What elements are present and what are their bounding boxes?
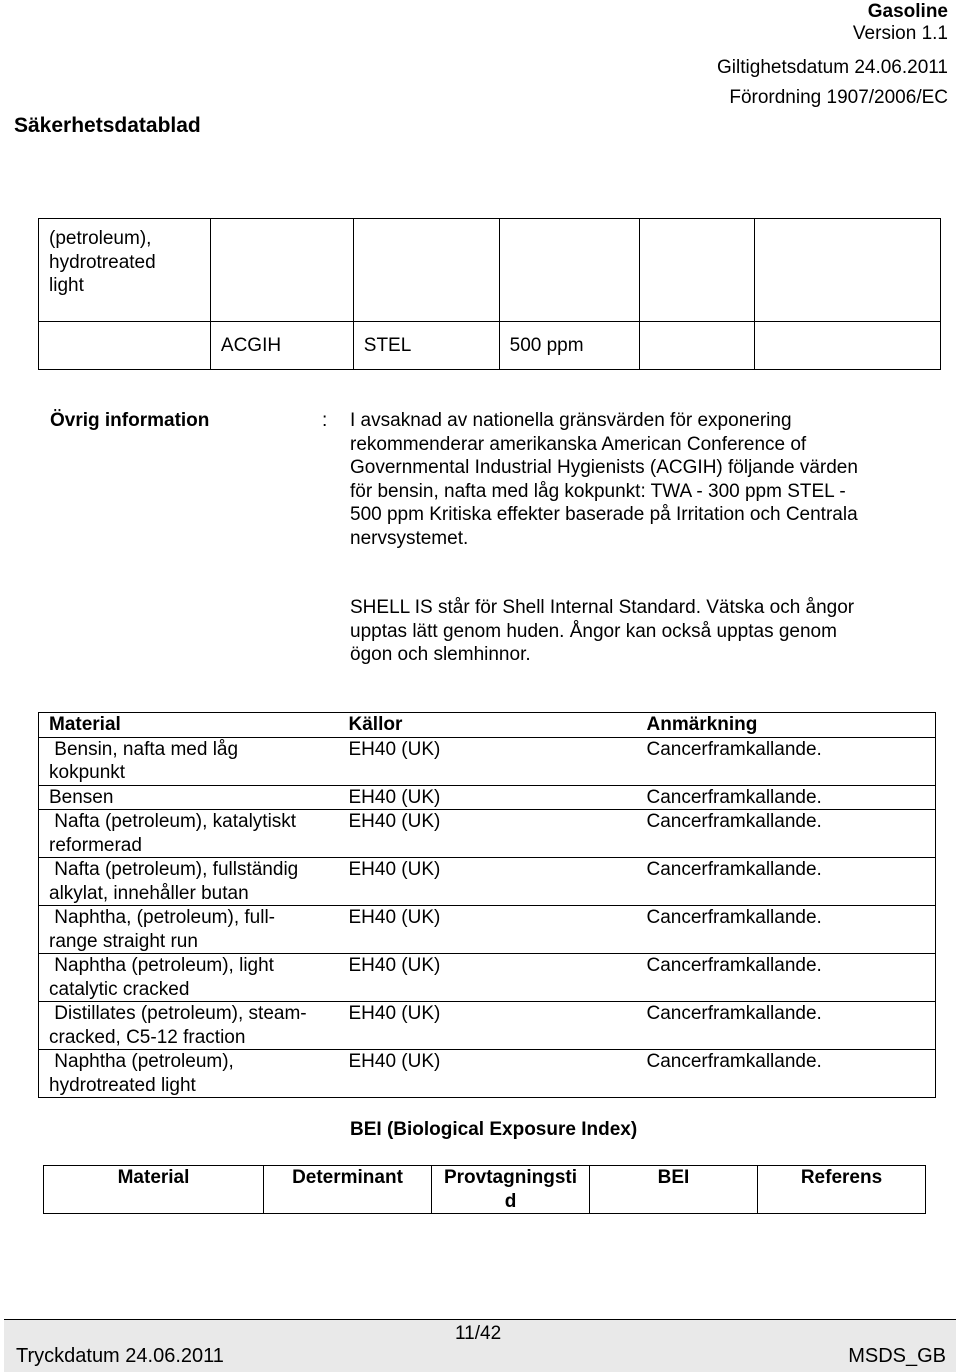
text-line: I avsaknad av nationella gränsvärden för exponering bbox=[350, 410, 792, 431]
bei-table bbox=[43, 1165, 926, 1214]
material-line: Nafta (petroleum), fullständig bbox=[49, 859, 299, 880]
source-cell: EH40 (UK) bbox=[348, 1003, 441, 1024]
material-cell bbox=[39, 737, 349, 785]
header-line: BEI bbox=[657, 1167, 690, 1188]
empty-cell bbox=[640, 322, 755, 370]
table-row bbox=[39, 737, 936, 785]
header-line: Determinant bbox=[292, 1167, 403, 1188]
material-line: Bensin, nafta med låg bbox=[49, 738, 239, 760]
empty-cell bbox=[499, 219, 640, 322]
table-row bbox=[39, 906, 936, 954]
source-cell: EH40 (UK) bbox=[348, 955, 441, 976]
limit-type-cell: STEL bbox=[353, 322, 499, 370]
material-line: catalytic cracked bbox=[49, 978, 190, 1000]
version-label: Version 1.1 bbox=[852, 23, 948, 44]
text-line: SHELL IS står för Shell Internal Standard. Vätska och ångor bbox=[350, 597, 855, 618]
source-cell: EH40 (UK) bbox=[348, 1051, 441, 1072]
product-name: Gasoline bbox=[867, 1, 948, 22]
table-row bbox=[39, 1002, 936, 1050]
source-cell: ACGIH bbox=[210, 322, 353, 370]
note-cell: Cancerframkallande. bbox=[647, 810, 936, 858]
source-cell: EH40 (UK) bbox=[348, 907, 441, 928]
empty-cell bbox=[755, 322, 941, 370]
other-info-paragraph-2 bbox=[350, 596, 910, 667]
text-line: för bensin, nafta med låg kokpunkt: TWA - 300 ppm STEL - bbox=[350, 480, 846, 502]
table-header-row bbox=[44, 1166, 926, 1214]
header-line: d bbox=[504, 1190, 517, 1212]
material-line: Bensen bbox=[49, 786, 114, 808]
header-bei bbox=[590, 1166, 758, 1214]
empty-cell bbox=[755, 219, 941, 322]
table-row bbox=[39, 954, 936, 1002]
regulation-label: Förordning 1907/2006/EC bbox=[729, 87, 948, 108]
substance-cell bbox=[39, 219, 211, 322]
material-cell bbox=[39, 810, 349, 858]
other-info-label: Övrig information bbox=[50, 410, 210, 431]
material-line: Naphtha, (petroleum), full- bbox=[49, 907, 275, 928]
header-note: Anmärkning bbox=[647, 713, 936, 738]
material-cell bbox=[39, 906, 349, 954]
note-cell: Cancerframkallande. bbox=[647, 785, 936, 810]
limit-value-cell: 500 ppm bbox=[499, 322, 640, 370]
text-line: rekommenderar amerikanska American Conference of bbox=[350, 433, 807, 455]
document-code: MSDS_GB bbox=[848, 1345, 946, 1367]
material-cell bbox=[39, 858, 349, 906]
note-cell: Cancerframkallande. bbox=[647, 1002, 936, 1050]
table-row bbox=[39, 785, 936, 810]
material-line: Naphtha (petroleum), bbox=[49, 1051, 234, 1072]
material-cell bbox=[39, 1050, 349, 1098]
other-info-colon: : bbox=[322, 410, 328, 431]
note-cell: Cancerframkallande. bbox=[647, 954, 936, 1002]
print-date: Tryckdatum 24.06.2011 bbox=[16, 1345, 224, 1367]
note-cell: Cancerframkallande. bbox=[647, 1050, 936, 1098]
header-reference bbox=[758, 1166, 926, 1214]
document-title: Säkerhetsdatablad bbox=[14, 114, 201, 137]
material-line: kokpunkt bbox=[49, 762, 126, 783]
empty-cell bbox=[39, 322, 211, 370]
footer-divider bbox=[4, 1319, 956, 1320]
material-line: hydrotreated light bbox=[49, 1074, 196, 1096]
empty-cell bbox=[210, 219, 353, 322]
material-line: alkylat, innehåller butan bbox=[49, 882, 249, 904]
other-info-paragraph-1 bbox=[350, 409, 910, 550]
header-sampling-time bbox=[432, 1166, 590, 1214]
note-cell: Cancerframkallande. bbox=[647, 906, 936, 954]
table-header-row bbox=[39, 713, 936, 738]
material-cell bbox=[39, 1002, 349, 1050]
material-sources-table bbox=[38, 712, 936, 1098]
material-line: Naphtha (petroleum), light bbox=[49, 955, 274, 976]
empty-cell bbox=[353, 219, 499, 322]
material-line: Nafta (petroleum), katalytiskt bbox=[49, 811, 297, 832]
material-cell bbox=[39, 785, 349, 810]
text-line: ögon och slemhinnor. bbox=[350, 644, 531, 665]
source-cell: EH40 (UK) bbox=[348, 738, 441, 760]
source-cell: EH40 (UK) bbox=[348, 786, 441, 808]
header-material bbox=[44, 1166, 264, 1214]
table-row bbox=[39, 858, 936, 906]
bei-title: BEI (Biological Exposure Index) bbox=[350, 1119, 638, 1140]
exposure-limits-table-continuation bbox=[38, 218, 941, 370]
header-source: Källor bbox=[348, 714, 403, 735]
header-line: Provtagningsti bbox=[443, 1167, 577, 1188]
text-line: Governmental Industrial Hygienists (ACGIH) följande värden bbox=[350, 457, 858, 478]
material-line: cracked, C5-12 fraction bbox=[49, 1026, 246, 1048]
text-line: upptas lätt genom huden. Ångor kan också upptas genom bbox=[350, 620, 837, 642]
note-cell: Cancerframkallande. bbox=[647, 737, 936, 785]
material-cell bbox=[39, 954, 349, 1002]
note-cell: Cancerframkallande. bbox=[647, 858, 936, 906]
substance-line: light bbox=[49, 275, 84, 296]
header-line: Referens bbox=[800, 1167, 883, 1188]
material-line: reformerad bbox=[49, 834, 142, 856]
source-cell: EH40 (UK) bbox=[348, 811, 441, 832]
text-line: nervsystemet. bbox=[350, 527, 469, 549]
source-cell: EH40 (UK) bbox=[348, 859, 441, 880]
empty-cell bbox=[640, 219, 755, 322]
header-line: Material bbox=[117, 1167, 190, 1188]
page-number: 11/42 bbox=[455, 1323, 502, 1344]
table-row bbox=[39, 810, 936, 858]
material-line: Distillates (petroleum), steam- bbox=[49, 1003, 307, 1024]
header-determinant bbox=[264, 1166, 432, 1214]
substance-line: hydrotreated bbox=[49, 251, 156, 273]
table-row bbox=[39, 1050, 936, 1098]
substance-line: (petroleum), bbox=[49, 228, 152, 249]
material-line: range straight run bbox=[49, 930, 198, 952]
text-line: 500 ppm Kritiska effekter baserade på Irritation och Centrala bbox=[350, 504, 858, 525]
validity-date: Giltighetsdatum 24.06.2011 bbox=[717, 57, 948, 78]
header-material: Material bbox=[39, 713, 349, 738]
